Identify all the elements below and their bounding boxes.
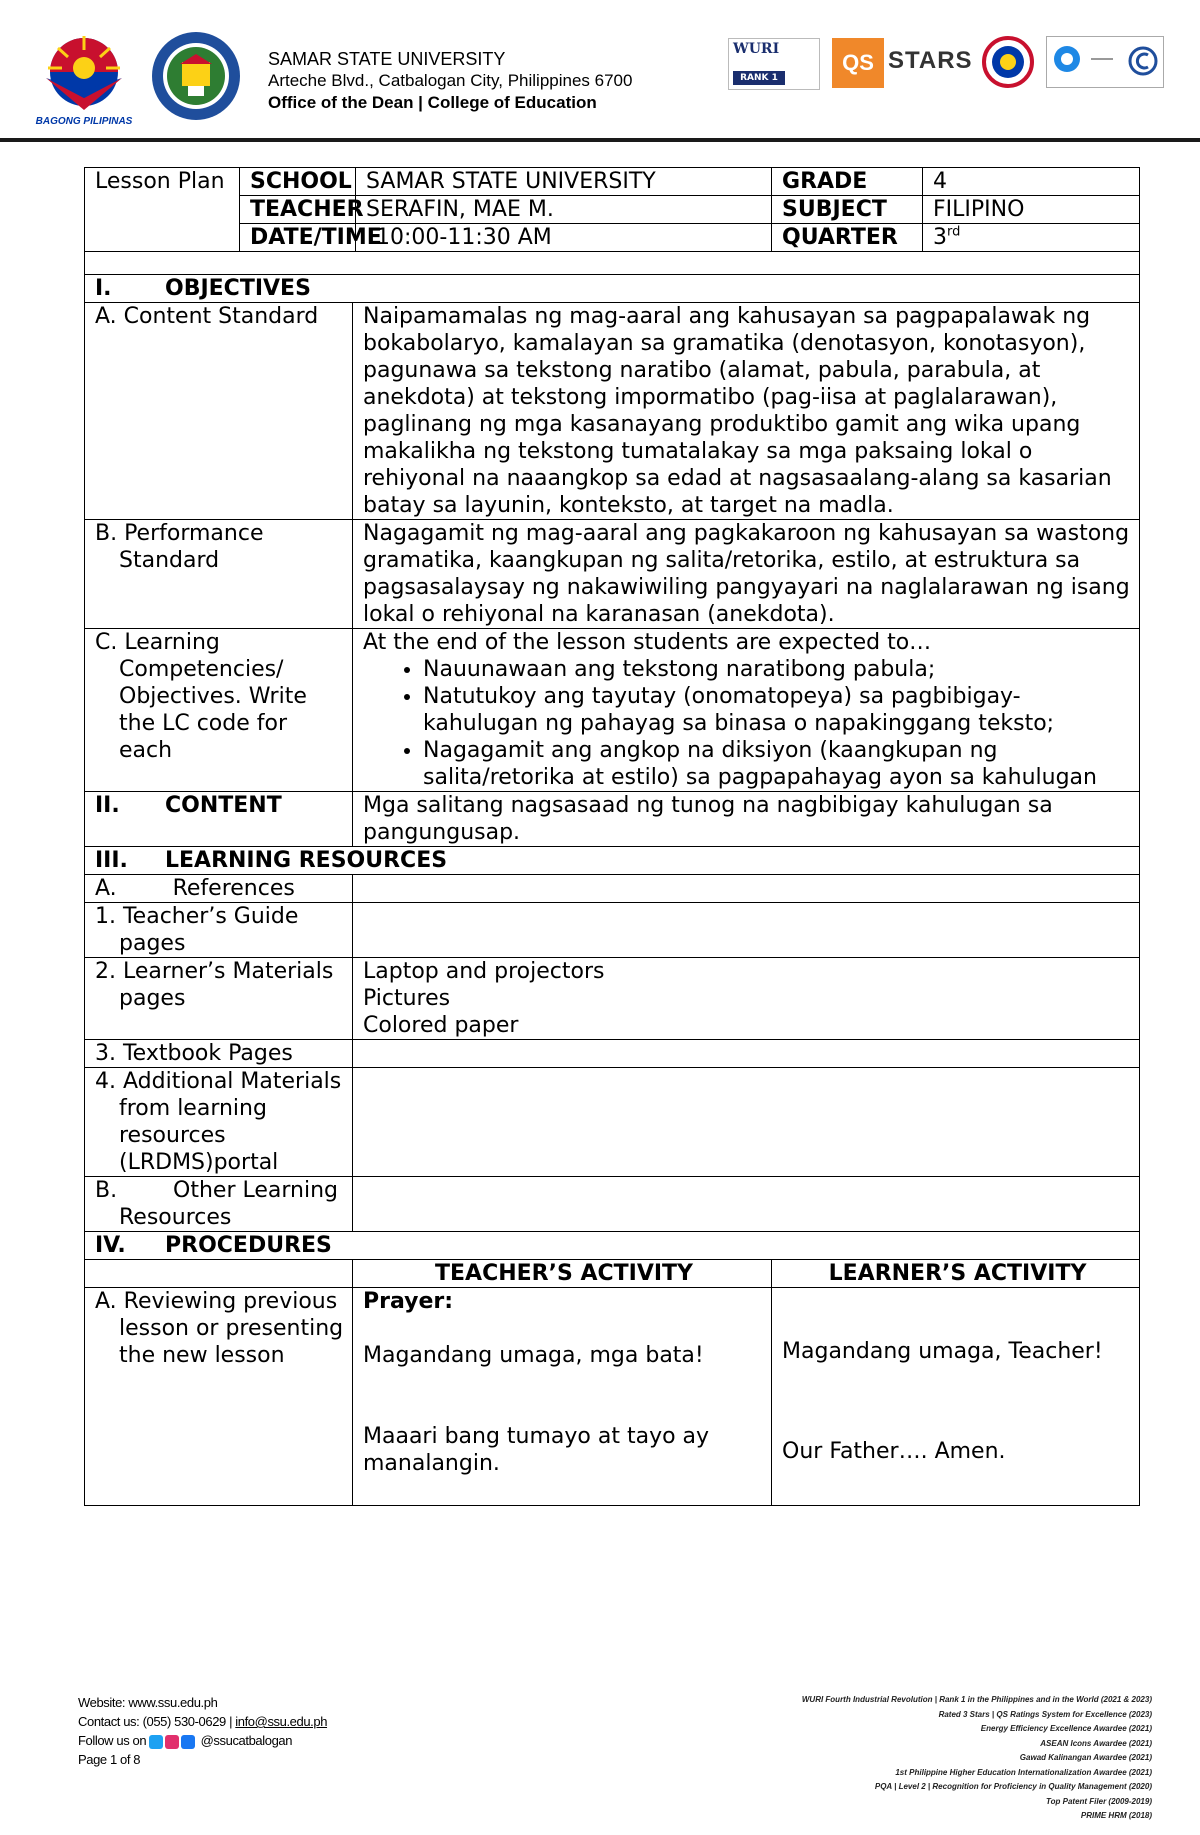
list-item: Laptop and projectors bbox=[363, 959, 605, 984]
content-standard-label: A. Content Standard bbox=[85, 303, 353, 520]
content-title: CONTENT bbox=[165, 793, 282, 818]
content-standard-text: Naipamamalas ng mag-aaral ang kahusayan sa pagpapalawak ng bokabolaryo, kamalayan sa gramatika (denotasyon, konotasyon), pagunawa sa tekstong naratibo (alamat, pabula, parabula, at anekdota) at tekstong impormatibo (pag-iisa at paglalarawan), paglinang ng mga kasanayang produktibo gamit ang wika upang makalikha ng tekstong tumatalakay sa mga paksaing lokal o rehiyonal na naaangkop sa edad at nagsasaalang-alang sa kasarian batay sa layunin, konteksto, at target na madla. bbox=[353, 303, 1140, 520]
procedures-heading bbox=[85, 1232, 1140, 1260]
procedures-heading-row bbox=[85, 1232, 1140, 1260]
award-line: Gawad Kalinangan Awardee (2021) bbox=[1019, 1753, 1152, 1762]
teacher-label: TEACHER bbox=[240, 196, 356, 224]
prayer-label: Prayer: bbox=[363, 1289, 454, 1314]
list-item: Colored paper bbox=[363, 1013, 519, 1038]
review-row bbox=[85, 1288, 1140, 1506]
references-value bbox=[353, 875, 1140, 903]
learner-prayer: Our Father…. Amen. bbox=[782, 1439, 1006, 1464]
spacer bbox=[363, 1477, 765, 1505]
other-resources-value bbox=[353, 1177, 1140, 1232]
header-divider bbox=[0, 138, 1200, 142]
additional-materials-row bbox=[85, 1068, 1140, 1177]
learner-activity-header: LEARNER’S ACTIVITY bbox=[772, 1260, 1140, 1288]
award-line: PRIME HRM (2018) bbox=[1080, 1811, 1152, 1820]
info-row-teacher bbox=[85, 196, 1140, 224]
wuri-badge bbox=[728, 38, 820, 90]
letterhead bbox=[0, 0, 1200, 150]
list-item: • Natutukoy ang tayutay (onomatopeya) sa pagbibigay-kahulugan ng pahayag sa binasa o napakinggang teksto; bbox=[423, 683, 1133, 737]
lesson-plan-label: Lesson Plan bbox=[85, 168, 240, 252]
wuri-rank: RANK 1 bbox=[733, 71, 785, 85]
competencies-list bbox=[363, 656, 1133, 791]
quarter-suffix: rd bbox=[947, 224, 961, 240]
university-info bbox=[268, 48, 632, 114]
other-resources-label: B. Other Learning Resources bbox=[85, 1177, 353, 1232]
objectives-heading-row bbox=[85, 275, 1140, 303]
learners-materials-row bbox=[85, 958, 1140, 1040]
footer-handle: @ssucatbalogan bbox=[200, 1733, 293, 1748]
learners-materials-value bbox=[353, 958, 1140, 1040]
info-row-datetime bbox=[85, 224, 1140, 252]
bagong-pilipinas-logo bbox=[28, 28, 140, 128]
objectives-number: I. bbox=[95, 276, 112, 301]
award-line: PQA | Level 2 | Recognition for Proficiency in Quality Management (2020) bbox=[874, 1782, 1152, 1791]
certification-logos-icon bbox=[1046, 36, 1164, 88]
teachers-guide-label: 1. Teacher’s Guide pages bbox=[85, 903, 353, 958]
teachers-guide-row bbox=[85, 903, 1140, 958]
list-item: • Nauunawaan ang tekstong naratibong pabula; bbox=[423, 656, 1133, 683]
wuri-label: WURI bbox=[733, 41, 780, 57]
footer-phone: Contact us: (055) 530-0629 | bbox=[78, 1714, 236, 1729]
additional-materials-value bbox=[353, 1068, 1140, 1177]
procedures-title: PROCEDURES bbox=[165, 1233, 332, 1258]
lesson-plan-table bbox=[84, 167, 1140, 1506]
spacer bbox=[782, 1288, 1133, 1340]
footer-follow-label: Follow us on bbox=[78, 1733, 150, 1748]
footer-social bbox=[78, 1731, 327, 1750]
award-line: Rated 3 Stars | QS Ratings System for Excellence (2023) bbox=[938, 1709, 1152, 1719]
office-name: Office of the Dean | College of Education bbox=[268, 93, 597, 112]
competencies-intro: At the end of the lesson students are expected to… bbox=[363, 630, 932, 655]
instagram-icon[interactable] bbox=[165, 1735, 179, 1749]
teacher-activity-header: TEACHER’S ACTIVITY bbox=[353, 1260, 772, 1288]
references-row bbox=[85, 875, 1140, 903]
footer-website: Website: www.ssu.edu.ph bbox=[78, 1695, 218, 1710]
footer-page-number: Page 1 of 8 bbox=[78, 1752, 141, 1767]
spacer-row bbox=[85, 252, 1140, 275]
spacer bbox=[363, 1396, 765, 1423]
footer-awards bbox=[732, 1693, 1152, 1824]
review-label: A. Reviewing previous lesson or presenting the new lesson bbox=[85, 1288, 353, 1506]
teacher-activity-cell bbox=[353, 1288, 772, 1506]
list-item: • Nagagamit ang angkop na diksiyon (kaangkupan ng salita/retorika at estilo) sa pagpapahayag ayon sa kahulugan bbox=[423, 737, 1133, 791]
grade-value: 4 bbox=[923, 168, 1140, 196]
footer-contact bbox=[78, 1693, 327, 1769]
teacher-prayer-prompt: Maaari bang tumayo at tayo ay manalangin. bbox=[363, 1424, 710, 1476]
footer-contact-line bbox=[78, 1712, 327, 1731]
quarter-number: 3 bbox=[933, 225, 948, 250]
award-line: WURI Fourth Industrial Revolution | Rank 1 in the Philippines and in the World (2021 & 2023) bbox=[801, 1695, 1152, 1704]
performance-standard-text: Nagagamit ng mag-aaral ang pagkakaroon ng kahusayan sa wastong gramatika, kaangkupan ng salita/retorika, estilo, at estruktura sa pagsasalaysay ng nakawiwiling pangyayari na naglalarawan ng isang lokal o rehiyonal na karanasan (anekdota). bbox=[353, 520, 1140, 629]
twitter-icon[interactable] bbox=[149, 1735, 163, 1749]
objectives-title: OBJECTIVES bbox=[165, 276, 311, 301]
procedures-number: IV. bbox=[95, 1233, 126, 1258]
school-value: SAMAR STATE UNIVERSITY bbox=[356, 168, 772, 196]
award-line: Energy Efficiency Excellence Awardee (2021) bbox=[980, 1724, 1152, 1733]
subject-value: FILIPINO bbox=[923, 196, 1140, 224]
bagong-pilipinas-caption: BAGONG PILIPINAS bbox=[35, 116, 133, 127]
award-seal-icon bbox=[982, 36, 1034, 88]
resources-title: LEARNING RESOURCES bbox=[165, 848, 448, 873]
textbook-label: 3. Textbook Pages bbox=[85, 1040, 353, 1068]
learners-materials-label: 2. Learner’s Materials pages bbox=[85, 958, 353, 1040]
list-item: Pictures bbox=[363, 986, 451, 1011]
facebook-icon[interactable] bbox=[181, 1735, 195, 1749]
university-address: Arteche Blvd., Catbalogan City, Philippines 6700 bbox=[268, 71, 633, 90]
teacher-value: SERAFIN, MAE M. bbox=[356, 196, 772, 224]
ssu-seal-icon bbox=[150, 30, 242, 122]
content-number: II. bbox=[95, 793, 120, 818]
quarter-value bbox=[923, 224, 1140, 252]
teachers-guide-value bbox=[353, 903, 1140, 958]
additional-materials-label: 4. Additional Materials from learning resources (LRDMS)portal bbox=[85, 1068, 353, 1177]
textbook-value bbox=[353, 1040, 1140, 1068]
competencies-label: C. Learning Competencies/ Objectives. Write the LC code for each bbox=[85, 629, 353, 792]
resources-heading-row bbox=[85, 847, 1140, 875]
learner-activity-cell bbox=[772, 1288, 1140, 1506]
competencies-row bbox=[85, 629, 1140, 792]
resources-number: III. bbox=[95, 848, 128, 873]
activity-header-row bbox=[85, 1260, 1140, 1288]
content-standard-row bbox=[85, 303, 1140, 520]
content-text: Mga salitang nagsasaad ng tunog na nagbibigay kahulugan sa pangungusap. bbox=[353, 792, 1140, 847]
textbook-row bbox=[85, 1040, 1140, 1068]
references-label: A. References bbox=[85, 875, 353, 903]
learner-greeting: Magandang umaga, Teacher! bbox=[782, 1339, 1103, 1364]
qs-badge: QS bbox=[832, 38, 884, 88]
footer-email-link[interactable]: info@ssu.edu.ph bbox=[235, 1714, 328, 1729]
award-line: ASEAN Icons Awardee (2021) bbox=[1040, 1738, 1152, 1748]
qs-stars-label: STARS bbox=[888, 47, 973, 74]
activity-header-blank bbox=[85, 1260, 353, 1288]
spacer-cell bbox=[85, 252, 1140, 275]
award-line: Top Patent Filer (2009-2019) bbox=[1046, 1796, 1152, 1806]
objectives-heading bbox=[85, 275, 1140, 303]
competencies-cell bbox=[353, 629, 1140, 792]
spacer bbox=[363, 1369, 765, 1396]
content-heading bbox=[85, 792, 353, 847]
teacher-greeting: Magandang umaga, mga bata! bbox=[363, 1343, 704, 1368]
resources-heading bbox=[85, 847, 1140, 875]
quarter-label: QUARTER bbox=[772, 224, 923, 252]
spacer bbox=[782, 1364, 1133, 1438]
award-line: 1st Philippine Higher Education Internationalization Awardee (2021) bbox=[895, 1767, 1152, 1777]
spacer bbox=[363, 1315, 765, 1342]
performance-standard-row bbox=[85, 520, 1140, 629]
school-label: SCHOOL bbox=[240, 168, 356, 196]
performance-standard-label: B. Performance Standard bbox=[85, 520, 353, 629]
other-resources-row bbox=[85, 1177, 1140, 1232]
university-name: SAMAR STATE UNIVERSITY bbox=[268, 49, 506, 69]
info-row-school bbox=[85, 168, 1140, 196]
subject-label: SUBJECT bbox=[772, 196, 923, 224]
grade-label: GRADE bbox=[772, 168, 923, 196]
datetime-value: 10:00-11:30 AM bbox=[356, 224, 772, 252]
datetime-label: DATE/TIME bbox=[240, 224, 356, 252]
content-row bbox=[85, 792, 1140, 847]
